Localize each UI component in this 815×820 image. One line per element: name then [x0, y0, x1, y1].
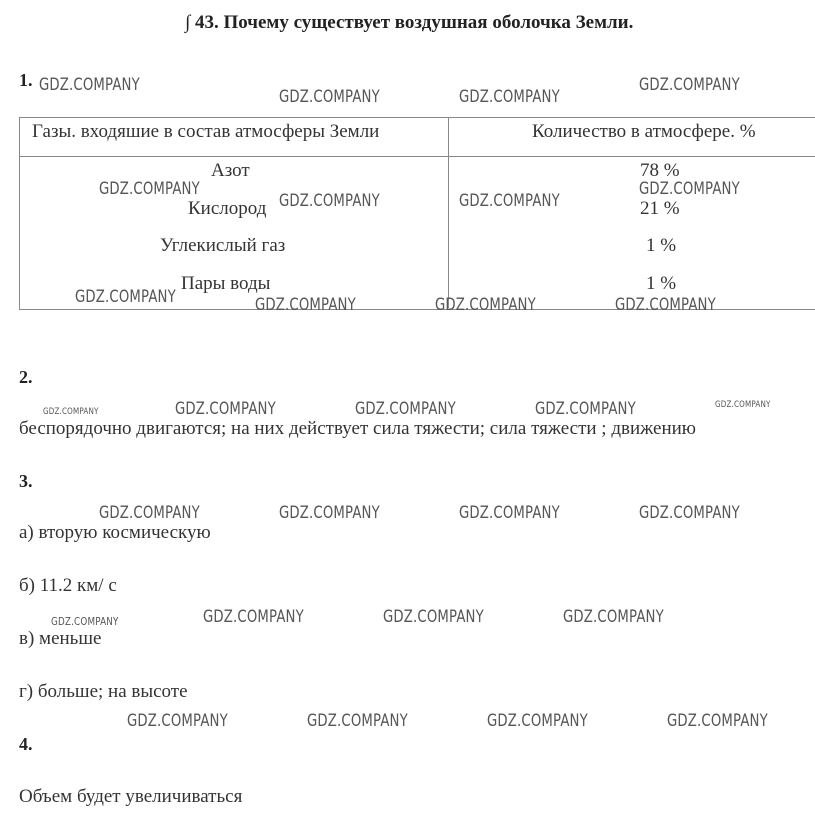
page-title: ∫ 43. Почему существует воздушная оболочка Земли. — [185, 12, 634, 33]
watermark: GDZ.COMPANY — [639, 503, 740, 523]
table-cell-gas: Пары воды — [181, 273, 271, 294]
table-header-divider — [20, 156, 815, 157]
watermark: GDZ.COMPANY — [667, 711, 768, 731]
table-header-gases: Газы. входяшие в состав атмосферы Земли — [32, 121, 380, 142]
task-2-number: 2. — [19, 367, 33, 387]
watermark: GDZ.COMPANY — [383, 607, 484, 627]
table-cell-gas: Азот — [211, 160, 250, 181]
task-3-answer-b: б) 11.2 км/ с — [19, 575, 117, 596]
watermark: GDZ.COMPANY — [459, 503, 560, 523]
table-cell-gas: Кислород — [188, 198, 267, 219]
task-1-number: 1. — [19, 70, 33, 90]
watermark: GDZ.COMPANY — [51, 615, 119, 628]
table-cell-gas: Углекислый газ — [160, 235, 286, 256]
watermark: GDZ.COMPANY — [459, 191, 560, 211]
watermark: GDZ.COMPANY — [39, 75, 140, 95]
watermark: GDZ.COMPANY — [43, 407, 99, 417]
watermark: GDZ.COMPANY — [435, 295, 536, 315]
watermark: GDZ.COMPANY — [175, 399, 276, 419]
table-column-divider — [448, 118, 449, 308]
gases-table — [19, 117, 815, 310]
watermark: GDZ.COMPANY — [279, 87, 380, 107]
table-cell-amount: 1 % — [646, 273, 677, 294]
watermark: GDZ.COMPANY — [487, 711, 588, 731]
task-3-number: 3. — [19, 471, 33, 491]
watermark: GDZ.COMPANY — [307, 711, 408, 731]
watermark: GDZ.COMPANY — [715, 400, 771, 410]
task-4-number: 4. — [19, 734, 33, 754]
watermark: GDZ.COMPANY — [355, 399, 456, 419]
watermark: GDZ.COMPANY — [99, 503, 200, 523]
watermark: GDZ.COMPANY — [279, 191, 380, 211]
task-3-answer-d: г) больше; на высоте — [19, 681, 188, 702]
table-cell-amount: 21 % — [640, 198, 680, 219]
watermark: GDZ.COMPANY — [279, 503, 380, 523]
table-cell-amount: 1 % — [646, 235, 677, 256]
table-header-amount: Количество в атмосфере. % — [532, 121, 756, 142]
task-3-answer-a: а) вторую космическую — [19, 522, 211, 543]
task-4-answer: Объем будет увеличиваться — [19, 786, 243, 807]
watermark: GDZ.COMPANY — [563, 607, 664, 627]
watermark: GDZ.COMPANY — [535, 399, 636, 419]
task-2-answer: беспорядочно двигаются; на них действует сила тяжести; сила тяжести ; движению — [19, 418, 696, 439]
watermark: GDZ.COMPANY — [459, 87, 560, 107]
table-cell-amount: 78 % — [640, 160, 680, 181]
watermark: GDZ.COMPANY — [99, 179, 200, 199]
watermark: GDZ.COMPANY — [203, 607, 304, 627]
watermark: GDZ.COMPANY — [255, 295, 356, 315]
watermark: GDZ.COMPANY — [639, 75, 740, 95]
watermark: GDZ.COMPANY — [639, 179, 740, 199]
watermark: GDZ.COMPANY — [127, 711, 228, 731]
task-3-answer-c: в) меньше — [19, 628, 102, 649]
watermark: GDZ.COMPANY — [615, 295, 716, 315]
watermark: GDZ.COMPANY — [75, 287, 176, 307]
